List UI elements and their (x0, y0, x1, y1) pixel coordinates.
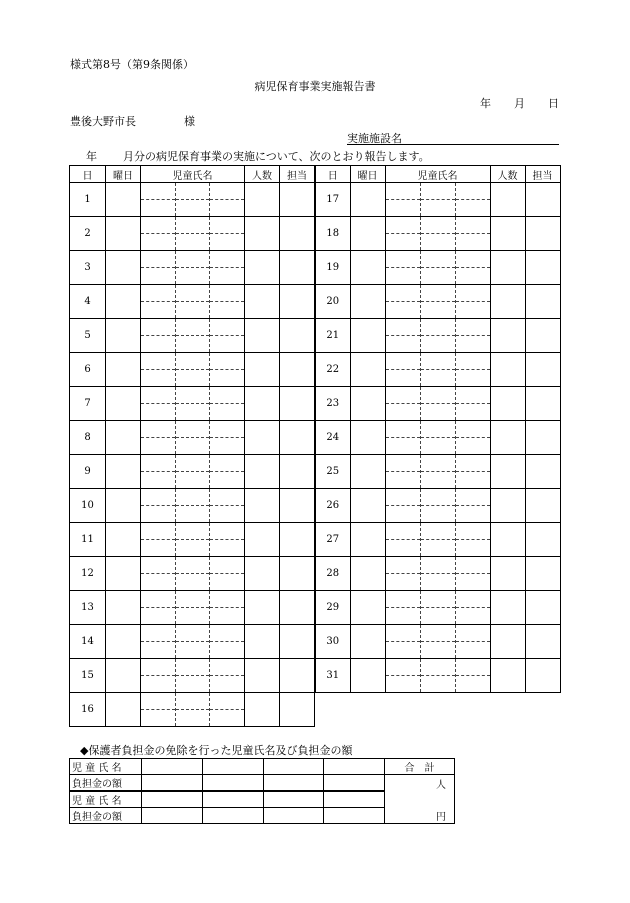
day-number: 22 (315, 353, 350, 387)
weekday-cell[interactable] (350, 489, 385, 523)
child-name-cell[interactable] (385, 659, 490, 693)
exemption-cell[interactable] (203, 808, 264, 824)
weekday-cell[interactable] (106, 557, 141, 591)
column-header-child-name: 児童氏名 (141, 166, 245, 183)
day-number: 14 (70, 625, 106, 659)
day-number: 19 (315, 251, 350, 285)
count-cell[interactable] (490, 183, 525, 217)
count-cell[interactable] (245, 319, 280, 353)
day-number: 13 (70, 591, 106, 625)
child-name-cell[interactable] (385, 251, 490, 285)
count-cell[interactable] (245, 489, 280, 523)
count-cell[interactable] (490, 353, 525, 387)
child-name-label: 児 童 氏 名 (70, 759, 142, 775)
day-number: 5 (70, 319, 106, 353)
date-year-label: 年 (480, 97, 491, 110)
exemption-cell[interactable] (142, 775, 203, 792)
staff-cell[interactable] (280, 489, 315, 523)
exemption-table (69, 758, 455, 824)
day-row (70, 625, 315, 659)
weekday-cell[interactable] (350, 625, 385, 659)
weekday-cell[interactable] (350, 251, 385, 285)
child-name-cell[interactable] (385, 523, 490, 557)
day-number: 16 (70, 693, 106, 727)
staff-cell[interactable] (525, 319, 560, 353)
day-row (70, 183, 315, 217)
weekday-cell[interactable] (350, 183, 385, 217)
staff-cell[interactable] (525, 285, 560, 319)
child-name-cell[interactable] (385, 489, 490, 523)
day-number: 1 (70, 183, 106, 217)
exemption-cell[interactable] (142, 791, 203, 808)
count-cell[interactable] (490, 591, 525, 625)
child-name-cell[interactable] (141, 285, 245, 319)
date-day-label: 日 (548, 97, 559, 110)
staff-cell[interactable] (280, 557, 315, 591)
day-number: 21 (315, 319, 350, 353)
exemption-cell[interactable] (324, 808, 385, 824)
weekday-cell[interactable] (350, 353, 385, 387)
child-name-cell[interactable] (385, 387, 490, 421)
weekday-cell[interactable] (106, 659, 141, 693)
intro-text: 月分の病児保育事業の実施について、次のとおり報告します。 (123, 150, 430, 163)
child-name-cell[interactable] (385, 353, 490, 387)
column-header-weekday: 曜日 (106, 166, 141, 183)
people-unit: 人 (436, 779, 446, 791)
day-number: 20 (315, 285, 350, 319)
exemption-heading: ◆保護者負担金の免除を行った児童氏名及び負担金の額 (80, 744, 353, 757)
count-cell[interactable] (245, 353, 280, 387)
total-label: 合 計 (385, 759, 455, 775)
count-cell[interactable] (245, 693, 280, 727)
child-name-cell[interactable] (385, 591, 490, 625)
count-cell[interactable] (490, 625, 525, 659)
child-name-cell[interactable] (385, 421, 490, 455)
weekday-cell[interactable] (350, 455, 385, 489)
count-cell[interactable] (245, 183, 280, 217)
day-row (70, 319, 315, 353)
staff-cell[interactable] (280, 421, 315, 455)
weekday-cell[interactable] (106, 387, 141, 421)
child-name-cell[interactable] (141, 591, 245, 625)
date-line (480, 95, 559, 111)
count-cell[interactable] (245, 659, 280, 693)
staff-cell[interactable] (280, 353, 315, 387)
child-name-cell[interactable] (141, 523, 245, 557)
day-number: 15 (70, 659, 106, 693)
exemption-cell[interactable] (264, 759, 324, 775)
exemption-cell[interactable] (324, 791, 385, 808)
weekday-cell[interactable] (350, 557, 385, 591)
weekday-cell[interactable] (106, 523, 141, 557)
exemption-cell[interactable] (264, 808, 324, 824)
day-row (70, 421, 315, 455)
exemption-row (70, 759, 455, 775)
exemption-cell[interactable] (142, 808, 203, 824)
weekday-cell[interactable] (106, 455, 141, 489)
day-row (70, 455, 315, 489)
staff-cell[interactable] (280, 183, 315, 217)
staff-cell[interactable] (525, 251, 560, 285)
weekday-cell[interactable] (350, 319, 385, 353)
day-number: 28 (315, 557, 350, 591)
table-header-row (70, 166, 315, 183)
honorific: 様 (184, 115, 195, 128)
weekday-cell[interactable] (106, 421, 141, 455)
day-row (315, 625, 560, 659)
staff-cell[interactable] (525, 421, 560, 455)
column-header-day: 日 (70, 166, 106, 183)
day-row (315, 523, 560, 557)
day-row (70, 591, 315, 625)
child-name-cell[interactable] (385, 557, 490, 591)
child-name-cell[interactable] (141, 557, 245, 591)
form-number: 様式第8号（第9条関係） (70, 58, 194, 71)
count-cell[interactable] (490, 217, 525, 251)
day-row (70, 557, 315, 591)
table-header-row (315, 166, 560, 183)
amount-label: 負担金の額 (70, 775, 142, 792)
staff-cell[interactable] (280, 319, 315, 353)
weekday-cell[interactable] (350, 387, 385, 421)
count-cell[interactable] (245, 625, 280, 659)
day-row (315, 557, 560, 591)
day-number: 2 (70, 217, 106, 251)
weekday-cell[interactable] (106, 489, 141, 523)
child-name-cell[interactable] (385, 455, 490, 489)
staff-cell[interactable] (280, 217, 315, 251)
child-name-cell[interactable] (385, 625, 490, 659)
exemption-cell[interactable] (203, 775, 264, 792)
facility-name-label: 実施施設名 (347, 132, 402, 145)
child-name-cell[interactable] (385, 183, 490, 217)
column-header-staff: 担当 (280, 166, 315, 183)
staff-cell[interactable] (525, 659, 560, 693)
weekday-cell[interactable] (106, 183, 141, 217)
count-cell[interactable] (245, 251, 280, 285)
day-number: 7 (70, 387, 106, 421)
day-number: 24 (315, 421, 350, 455)
day-number: 31 (315, 659, 350, 693)
staff-cell[interactable] (280, 625, 315, 659)
weekday-cell[interactable] (350, 659, 385, 693)
child-name-cell[interactable] (141, 251, 245, 285)
total-amount-cell[interactable] (385, 808, 455, 824)
count-cell[interactable] (490, 557, 525, 591)
day-number: 29 (315, 591, 350, 625)
day-row (70, 523, 315, 557)
exemption-cell[interactable] (324, 759, 385, 775)
day-number: 25 (315, 455, 350, 489)
intro-sentence (86, 148, 430, 164)
child-name-cell[interactable] (141, 489, 245, 523)
daily-report-table-right (314, 165, 561, 693)
column-header-child-name: 児童氏名 (385, 166, 490, 183)
staff-cell[interactable] (280, 285, 315, 319)
child-name-cell[interactable] (141, 217, 245, 251)
staff-cell[interactable] (525, 489, 560, 523)
child-name-cell[interactable] (141, 659, 245, 693)
day-number: 30 (315, 625, 350, 659)
day-row (315, 285, 560, 319)
day-number: 4 (70, 285, 106, 319)
weekday-cell[interactable] (106, 353, 141, 387)
day-row (315, 183, 560, 217)
staff-cell[interactable] (280, 387, 315, 421)
exemption-row (70, 808, 455, 824)
exemption-cell[interactable] (203, 791, 264, 808)
staff-cell[interactable] (280, 659, 315, 693)
staff-cell[interactable] (280, 591, 315, 625)
weekday-cell[interactable] (350, 421, 385, 455)
count-cell[interactable] (245, 557, 280, 591)
day-number: 11 (70, 523, 106, 557)
weekday-cell[interactable] (106, 319, 141, 353)
exemption-cell[interactable] (142, 759, 203, 775)
exemption-row (70, 775, 455, 792)
child-name-cell[interactable] (141, 183, 245, 217)
day-row (315, 489, 560, 523)
day-row (70, 285, 315, 319)
total-blank-cell (385, 791, 455, 808)
day-row (315, 421, 560, 455)
yen-unit: 円 (436, 811, 446, 823)
addressee-name: 豊後大野市長 (70, 115, 136, 128)
child-name-cell[interactable] (385, 217, 490, 251)
count-cell[interactable] (490, 523, 525, 557)
staff-cell[interactable] (525, 387, 560, 421)
day-row (315, 659, 560, 693)
staff-cell[interactable] (525, 523, 560, 557)
staff-cell[interactable] (280, 251, 315, 285)
child-name-cell[interactable] (385, 285, 490, 319)
child-name-cell[interactable] (141, 319, 245, 353)
exemption-cell[interactable] (324, 775, 385, 792)
count-cell[interactable] (490, 421, 525, 455)
count-cell[interactable] (490, 455, 525, 489)
day-number: 18 (315, 217, 350, 251)
count-cell[interactable] (245, 523, 280, 557)
day-row (315, 319, 560, 353)
day-row (315, 251, 560, 285)
day-row (315, 455, 560, 489)
staff-cell[interactable] (525, 353, 560, 387)
day-number: 9 (70, 455, 106, 489)
child-name-cell[interactable] (141, 421, 245, 455)
count-cell[interactable] (245, 217, 280, 251)
count-cell[interactable] (490, 387, 525, 421)
count-cell[interactable] (245, 591, 280, 625)
amount-label: 負担金の額 (70, 808, 142, 824)
staff-cell[interactable] (525, 625, 560, 659)
staff-cell[interactable] (525, 557, 560, 591)
staff-cell[interactable] (525, 455, 560, 489)
child-name-cell[interactable] (141, 387, 245, 421)
day-row (70, 217, 315, 251)
document-title: 病児保育事業実施報告書 (254, 80, 376, 93)
staff-cell[interactable] (280, 455, 315, 489)
weekday-cell[interactable] (106, 693, 141, 727)
column-header-count: 人数 (490, 166, 525, 183)
count-cell[interactable] (490, 285, 525, 319)
day-number: 27 (315, 523, 350, 557)
count-cell[interactable] (245, 285, 280, 319)
exemption-cell[interactable] (203, 759, 264, 775)
count-cell[interactable] (490, 319, 525, 353)
day-row (315, 591, 560, 625)
child-name-label: 児 童 氏 名 (70, 791, 142, 808)
total-people-cell[interactable] (385, 775, 455, 792)
daily-report-table-left (69, 165, 315, 727)
weekday-cell[interactable] (106, 251, 141, 285)
day-number: 3 (70, 251, 106, 285)
day-row (70, 251, 315, 285)
child-name-cell[interactable] (385, 319, 490, 353)
child-name-cell[interactable] (141, 455, 245, 489)
weekday-cell[interactable] (106, 625, 141, 659)
day-row (70, 659, 315, 693)
day-number: 17 (315, 183, 350, 217)
staff-cell[interactable] (525, 217, 560, 251)
child-name-cell[interactable] (141, 693, 245, 727)
exemption-cell[interactable] (264, 775, 324, 792)
count-cell[interactable] (490, 659, 525, 693)
weekday-cell[interactable] (350, 591, 385, 625)
child-name-cell[interactable] (141, 625, 245, 659)
day-number: 23 (315, 387, 350, 421)
staff-cell[interactable] (280, 523, 315, 557)
intro-year-label: 年 (86, 150, 97, 163)
exemption-row (70, 791, 455, 808)
staff-cell[interactable] (525, 591, 560, 625)
exemption-cell[interactable] (264, 791, 324, 808)
weekday-cell[interactable] (106, 591, 141, 625)
count-cell[interactable] (245, 421, 280, 455)
column-header-count: 人数 (245, 166, 280, 183)
count-cell[interactable] (245, 387, 280, 421)
addressee (70, 113, 195, 129)
column-header-weekday: 曜日 (350, 166, 385, 183)
day-number: 26 (315, 489, 350, 523)
day-row (70, 353, 315, 387)
weekday-cell[interactable] (350, 285, 385, 319)
day-number: 6 (70, 353, 106, 387)
day-row (315, 387, 560, 421)
day-number: 10 (70, 489, 106, 523)
facility-name-line[interactable] (347, 130, 559, 145)
day-row (70, 693, 315, 727)
column-header-staff: 担当 (525, 166, 560, 183)
count-cell[interactable] (490, 489, 525, 523)
column-header-day: 日 (315, 166, 350, 183)
count-cell[interactable] (245, 455, 280, 489)
day-number: 12 (70, 557, 106, 591)
weekday-cell[interactable] (350, 523, 385, 557)
weekday-cell[interactable] (106, 217, 141, 251)
day-number: 8 (70, 421, 106, 455)
day-row (70, 489, 315, 523)
day-row (70, 387, 315, 421)
staff-cell[interactable] (525, 183, 560, 217)
day-row (315, 217, 560, 251)
child-name-cell[interactable] (141, 353, 245, 387)
weekday-cell[interactable] (106, 285, 141, 319)
date-month-label: 月 (514, 97, 525, 110)
weekday-cell[interactable] (350, 217, 385, 251)
day-row (315, 353, 560, 387)
staff-cell[interactable] (280, 693, 315, 727)
count-cell[interactable] (490, 251, 525, 285)
